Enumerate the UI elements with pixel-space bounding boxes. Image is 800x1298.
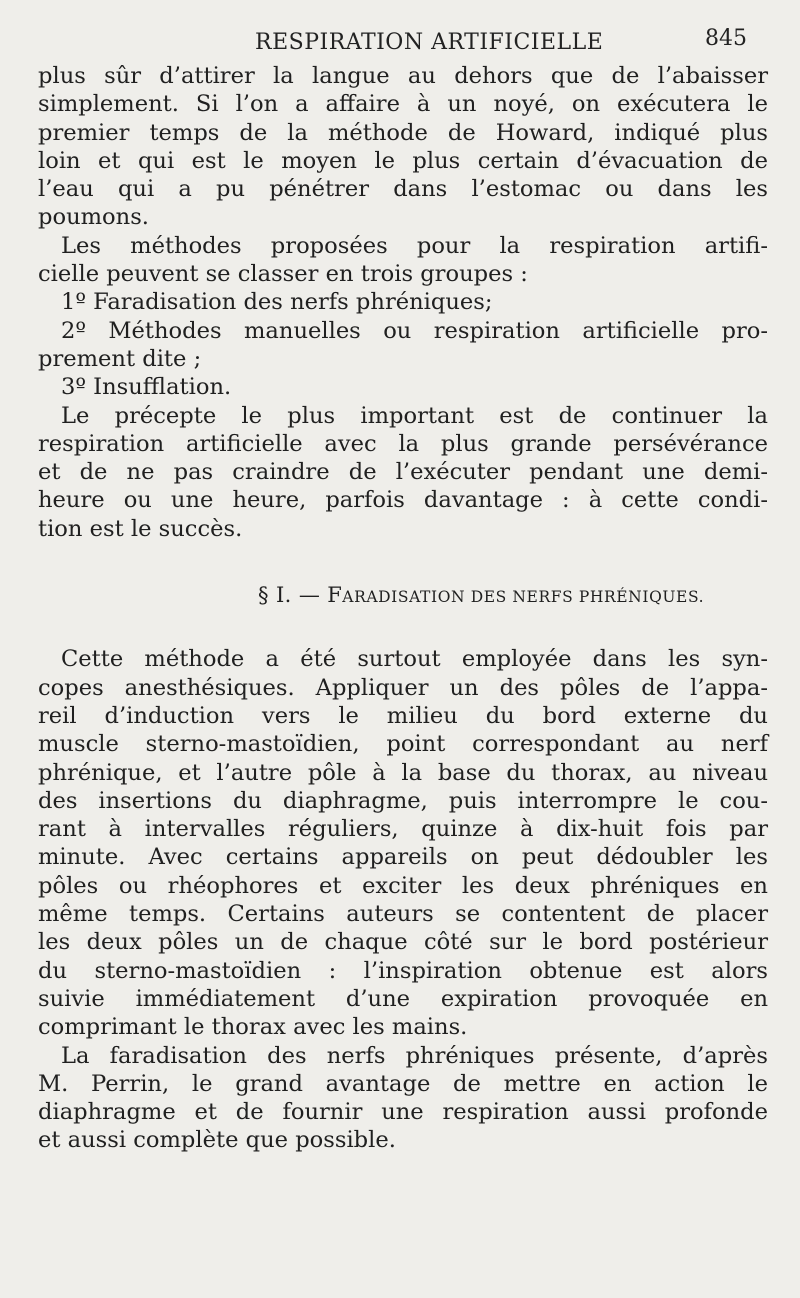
text-line: l’eau qui a pu pénétrer dans l’estomac ou dans les bbox=[38, 176, 768, 203]
text-line: diaphragme et de fournir une respiration aussi profonde bbox=[38, 1099, 768, 1126]
paragraph-continuation bbox=[38, 62, 768, 232]
list-item: 1º Faradisation des nerfs phréniques; bbox=[61, 289, 493, 316]
text-line: les deux pôles un de chaque côté sur le bord postérieur bbox=[38, 929, 768, 956]
text-line: cielle peuvent se classer en trois groupes : bbox=[38, 261, 528, 288]
text-line: minute. Avec certains appareils on peut dédoubler les bbox=[38, 844, 768, 871]
running-header bbox=[0, 26, 800, 60]
text-line: Cette méthode a été surtout employée dans les syn- bbox=[61, 646, 768, 673]
text-line: phrénique, et l’autre pôle à la base du thorax, au niveau bbox=[38, 759, 768, 786]
section-heading-initial: F bbox=[327, 583, 343, 608]
section-heading-prefix: § I. — bbox=[258, 583, 328, 608]
body-text bbox=[38, 62, 768, 1155]
text-line: simplement. Si l’on a affaire à un noyé, on exécutera le bbox=[38, 91, 768, 118]
text-line: muscle sterno-mastoïdien, point correspondant au nerf bbox=[38, 731, 768, 758]
text-line: et aussi complète que possible. bbox=[38, 1127, 396, 1154]
text-line: rant à intervalles réguliers, quinze à dix-huit fois par bbox=[38, 816, 768, 843]
text-line: reil d’induction vers le milieu du bord externe du bbox=[38, 702, 768, 729]
text-line: Les méthodes proposées pour la respiration artifi- bbox=[61, 232, 768, 259]
text-line: tion est le succès. bbox=[38, 515, 243, 542]
text-line: La faradisation des nerfs phréniques présente, d’après bbox=[61, 1042, 768, 1069]
paragraph-precept bbox=[38, 402, 768, 543]
paragraph-methods-intro bbox=[38, 232, 768, 289]
methods-list bbox=[38, 288, 768, 401]
list-item: 3º Insufflation. bbox=[61, 374, 232, 401]
text-line: loin et qui est le moyen le plus certain d’évacuation de bbox=[38, 147, 768, 174]
section-heading bbox=[38, 581, 768, 611]
text-line: heure ou une heure, parfois davantage : à cette condi- bbox=[38, 487, 768, 514]
paragraph-faradisation-method bbox=[38, 645, 768, 1041]
text-line: Le précepte le plus important est de continuer la bbox=[61, 402, 768, 429]
text-line: suivie immédiatement d’une expiration provoquée en bbox=[38, 985, 768, 1012]
text-line: premier temps de la méthode de Howard, indiqué plus bbox=[38, 119, 768, 146]
list-item: 2º Méthodes manuelles ou respiration artificielle pro- bbox=[61, 317, 768, 344]
text-line: du sterno-mastoïdien : l’inspiration obtenue est alors bbox=[38, 957, 768, 984]
paragraph-faradisation-advantage bbox=[38, 1042, 768, 1155]
text-line: plus sûr d’attirer la langue au dehors que de l’abaisser bbox=[38, 63, 768, 89]
running-title: RESPIRATION ARTIFICIELLE bbox=[255, 30, 604, 55]
text-line: et de ne pas craindre de l’exécuter pendant une demi- bbox=[38, 459, 768, 486]
text-line: respiration artificielle avec la plus grande persévérance bbox=[38, 430, 768, 457]
text-line: des insertions du diaphragme, puis interrompre le cou- bbox=[38, 787, 768, 814]
page-number: 845 bbox=[705, 26, 747, 51]
text-line: copes anesthésiques. Appliquer un des pôles de l’appa- bbox=[38, 674, 768, 701]
section-heading-title: ARADISATION DES NERFS PHRÉNIQUES. bbox=[342, 588, 705, 607]
text-line: pôles ou rhéophores et exciter les deux phréniques en bbox=[38, 872, 768, 899]
text-line: poumons. bbox=[38, 204, 149, 231]
list-item-continuation: prement dite ; bbox=[38, 345, 202, 372]
text-line: comprimant le thorax avec les mains. bbox=[38, 1014, 468, 1041]
text-line: même temps. Certains auteurs se contentent de placer bbox=[38, 901, 768, 928]
text-line: M. Perrin, le grand avantage de mettre en action le bbox=[38, 1070, 768, 1097]
